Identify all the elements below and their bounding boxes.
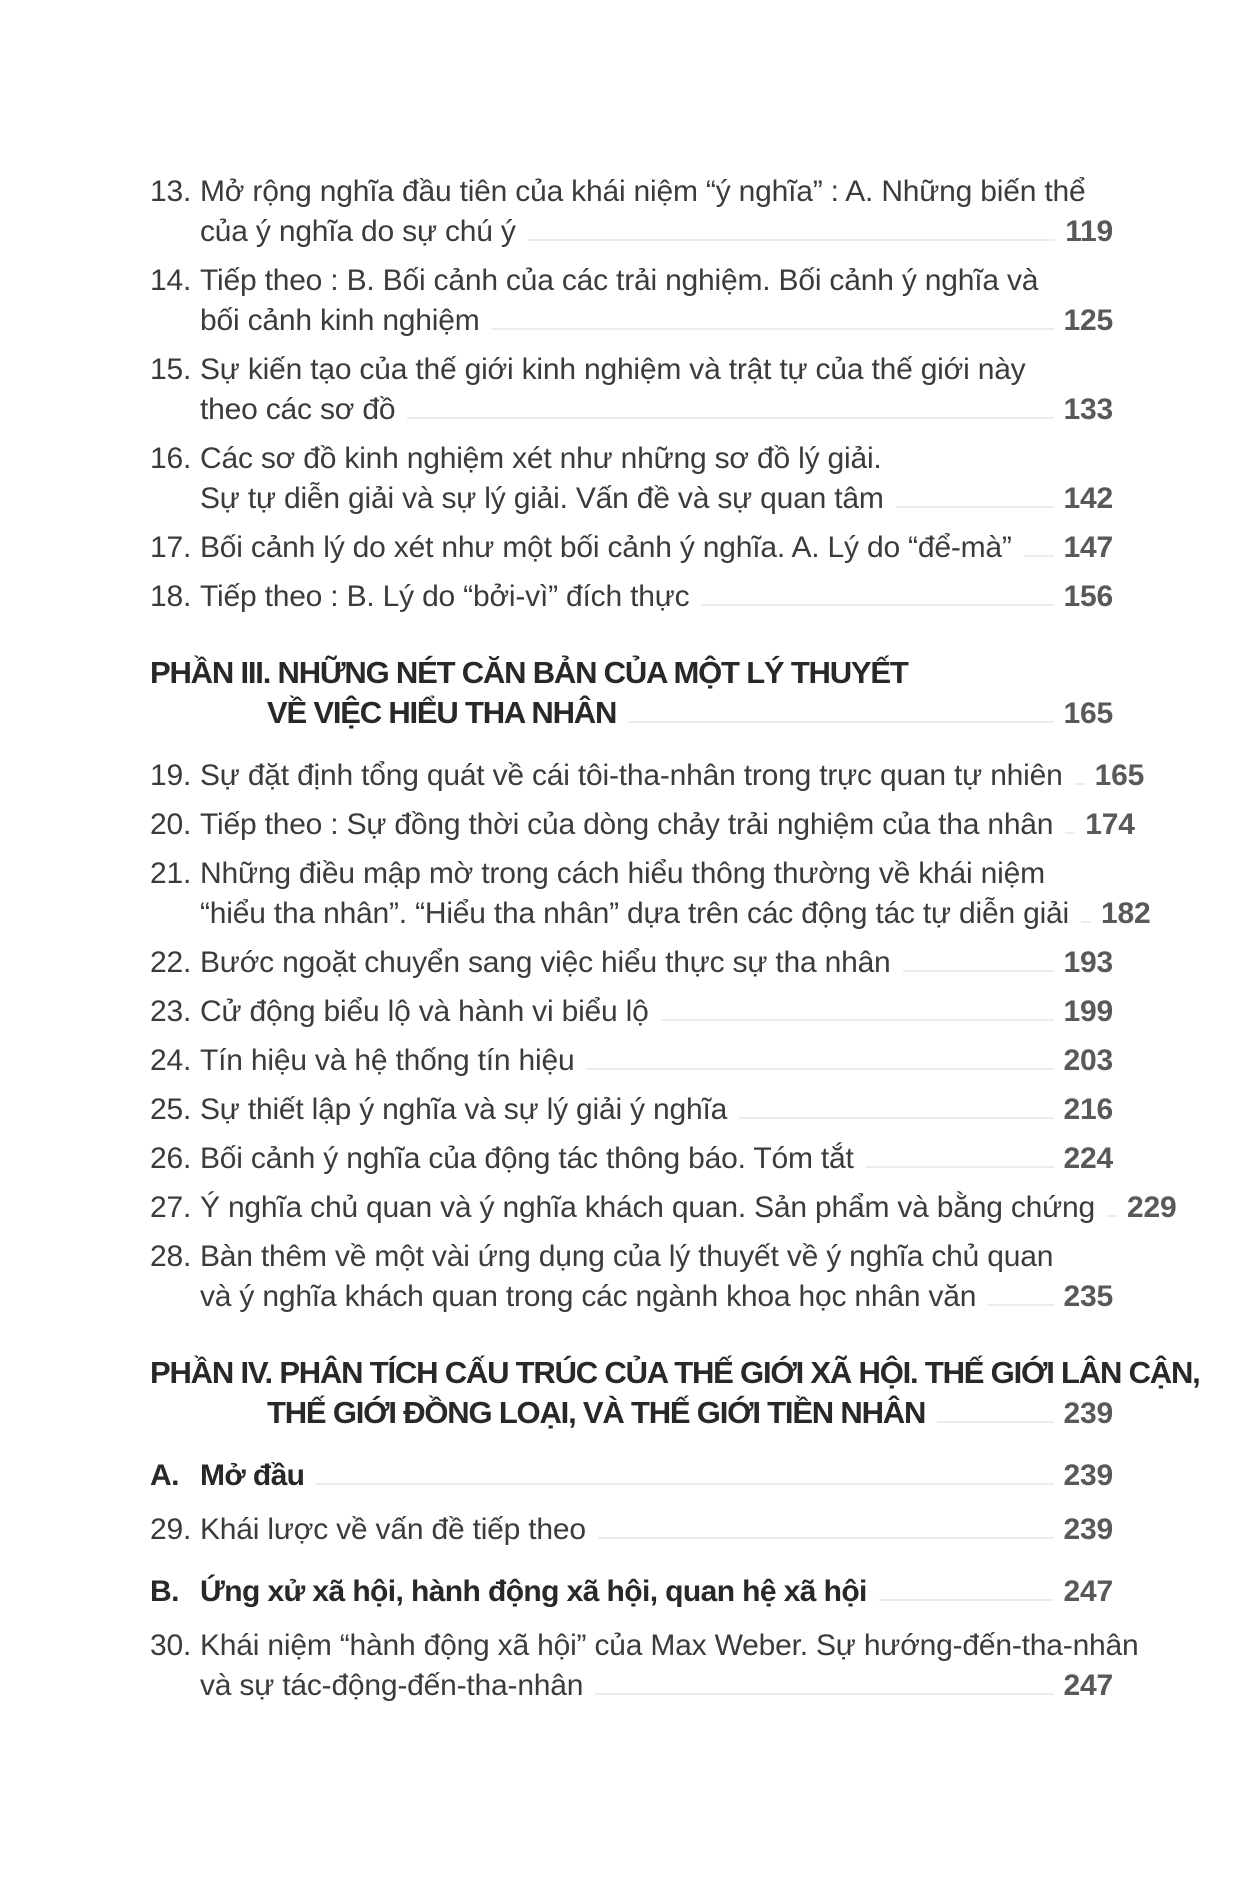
toc-entry-18 xyxy=(150,577,1113,617)
entry-number: 21. xyxy=(150,857,192,890)
page-number: 235 xyxy=(1063,1280,1113,1313)
toc-row xyxy=(150,350,1113,390)
toc-entry-section-17 xyxy=(150,1353,1200,1434)
toc-entry-26 xyxy=(150,1139,1113,1179)
dot-leader xyxy=(937,1421,1053,1423)
dot-leader xyxy=(407,417,1053,419)
dot-leader xyxy=(316,1483,1053,1485)
entry-number: 23. xyxy=(150,995,192,1028)
toc-row xyxy=(150,1456,1113,1496)
entry-number: 16. xyxy=(150,442,192,475)
toc-entry-30 xyxy=(150,1626,1139,1706)
page-number: 203 xyxy=(1063,1044,1113,1077)
entry-text: VỀ VIỆC HIỂU THA NHÂN xyxy=(267,695,617,730)
page-number: 142 xyxy=(1063,482,1113,515)
page-number: 216 xyxy=(1063,1093,1113,1126)
toc-row xyxy=(150,1090,1113,1130)
section-heading-line xyxy=(150,1393,1113,1434)
toc-entry-14 xyxy=(150,261,1113,341)
entry-text: Mở rộng nghĩa đầu tiên của khái niệm “ý nghĩa” : A. Những biến thể xyxy=(200,175,1086,208)
entry-text: Tín hiệu và hệ thống tín hiệu xyxy=(200,1044,575,1077)
toc-row xyxy=(150,1666,1113,1706)
toc-row xyxy=(150,577,1113,617)
page-number: 147 xyxy=(1063,531,1113,564)
toc-entry-25 xyxy=(150,1090,1113,1130)
page-number: 239 xyxy=(1063,1513,1113,1546)
toc-entry-24 xyxy=(150,1041,1113,1081)
dot-leader xyxy=(879,1599,1054,1601)
dot-leader xyxy=(595,1693,1053,1695)
toc-row xyxy=(150,439,1113,479)
toc-entry-17 xyxy=(150,528,1113,568)
toc-row xyxy=(150,1237,1113,1277)
entry-text: PHẦN III. NHỮNG NÉT CĂN BẢN CỦA MỘT LÝ THUYẾT xyxy=(150,655,908,690)
page-number: 156 xyxy=(1063,580,1113,613)
dot-leader xyxy=(492,328,1054,330)
entry-text: Tiếp theo : B. Lý do “bởi-vì” đích thực xyxy=(200,580,690,613)
entry-text: Những điều mập mờ trong cách hiểu thông thường về khái niệm xyxy=(200,857,1045,890)
page-number: 133 xyxy=(1063,393,1113,426)
page-number: 247 xyxy=(1063,1669,1113,1702)
toc-row xyxy=(150,212,1113,252)
entry-text: Sự đặt định tổng quát về cái tôi-tha-nhân trong trực quan tự nhiên xyxy=(200,759,1063,792)
entry-text: Khái niệm “hành động xã hội” của Max Weber. Sự hướng-đến-tha-nhân xyxy=(200,1629,1139,1662)
dot-leader xyxy=(1024,555,1054,557)
page-number: 239 xyxy=(1063,1397,1113,1430)
toc-row xyxy=(150,943,1113,983)
entry-number: 18. xyxy=(150,580,192,613)
entry-text: Bàn thêm về một vài ứng dụng của lý thuyết về ý nghĩa chủ quan xyxy=(200,1240,1054,1273)
dot-leader xyxy=(586,1068,1053,1070)
entry-number: 30. xyxy=(150,1629,192,1662)
toc-row xyxy=(150,1572,1113,1612)
entry-text: Sự tự diễn giải và sự lý giải. Vấn đề và sự quan tâm xyxy=(200,482,884,515)
entry-text: Sự thiết lập ý nghĩa và sự lý giải ý nghĩa xyxy=(200,1093,728,1126)
table-of-contents xyxy=(150,172,1200,1715)
toc-row xyxy=(150,992,1113,1032)
section-heading-line xyxy=(150,653,1113,693)
page-number: 174 xyxy=(1085,808,1135,841)
toc-entry-B xyxy=(150,1572,1113,1612)
toc-entry-29 xyxy=(150,1510,1113,1550)
entry-number: 22. xyxy=(150,946,192,979)
entry-text: Khái lược về vấn đề tiếp theo xyxy=(200,1513,586,1546)
toc-entry-28 xyxy=(150,1237,1113,1317)
page-number: 239 xyxy=(1063,1459,1113,1492)
page-number: 182 xyxy=(1100,897,1151,930)
toc-row xyxy=(150,805,1135,845)
entry-number: 27. xyxy=(150,1191,192,1224)
entry-text: Tiếp theo : Sự đồng thời của dòng chảy trải nghiệm của tha nhân xyxy=(200,808,1054,841)
entry-text: và sự tác-động-đến-tha-nhân xyxy=(200,1669,584,1702)
entry-text: Cử động biểu lộ và hành vi biểu lộ xyxy=(200,995,649,1028)
entry-text: bối cảnh kinh nghiệm xyxy=(200,304,480,337)
entry-number: 20. xyxy=(150,808,192,841)
entry-text: Các sơ đồ kinh nghiệm xét như những sơ đồ lý giải. xyxy=(200,442,882,475)
toc-entry-13 xyxy=(150,172,1113,252)
entry-number: B. xyxy=(150,1575,179,1608)
entry-text: Tiếp theo : B. Bối cảnh của các trải nghiệm. Bối cảnh ý nghĩa và xyxy=(200,264,1039,297)
entry-number: 15. xyxy=(150,353,192,386)
page-number: 193 xyxy=(1063,946,1113,979)
entry-number: 29. xyxy=(150,1513,192,1546)
entry-number: 13. xyxy=(150,175,192,208)
toc-entry-16 xyxy=(150,439,1113,519)
toc-entry-19 xyxy=(150,756,1145,796)
toc-row xyxy=(150,1277,1113,1317)
entry-text: theo các sơ đồ xyxy=(200,393,396,426)
entry-number: 28. xyxy=(150,1240,192,1273)
dot-leader xyxy=(661,1019,1054,1021)
toc-row xyxy=(150,172,1113,212)
toc-row xyxy=(150,1041,1113,1081)
toc-row xyxy=(150,854,1113,894)
dot-leader xyxy=(701,604,1053,606)
entry-text: PHẦN IV. PHÂN TÍCH CẤU TRÚC CỦA THẾ GIỚI XÃ HỘI. THẾ GIỚI LÂN CẬN, xyxy=(150,1355,1200,1390)
entry-text: Sự kiến tạo của thế giới kinh nghiệm và trật tự của thế giới này xyxy=(200,353,1026,386)
dot-leader xyxy=(866,1166,1054,1168)
entry-text: và ý nghĩa khách quan trong các ngành khoa học nhân văn xyxy=(200,1280,977,1313)
page-number: 165 xyxy=(1063,697,1113,730)
entry-text: Ứng xử xã hội, hành động xã hội, quan hệ xã hội xyxy=(200,1575,867,1608)
entry-text: Bối cảnh ý nghĩa của động tác thông báo. Tóm tắt xyxy=(200,1142,854,1175)
dot-leader xyxy=(739,1117,1053,1119)
toc-row xyxy=(150,1188,1177,1228)
toc-entry-23 xyxy=(150,992,1113,1032)
entry-number: 17. xyxy=(150,531,192,564)
toc-entry-22 xyxy=(150,943,1113,983)
section-heading-line xyxy=(150,1353,1200,1393)
section-heading-line xyxy=(150,693,1113,734)
entry-text: Bước ngoặt chuyển sang việc hiểu thực sự tha nhân xyxy=(200,946,891,979)
dot-leader xyxy=(988,1304,1053,1306)
page-number: 125 xyxy=(1063,304,1113,337)
toc-entry-21 xyxy=(150,854,1151,934)
page-number: 229 xyxy=(1127,1191,1177,1224)
page-number: 247 xyxy=(1063,1575,1113,1608)
toc-entry-A xyxy=(150,1456,1113,1496)
page-number: 199 xyxy=(1063,995,1113,1028)
dot-leader xyxy=(903,970,1054,972)
toc-entry-15 xyxy=(150,350,1113,430)
page-number: 119 xyxy=(1065,215,1113,248)
toc-row xyxy=(150,1139,1113,1179)
toc-entry-20 xyxy=(150,805,1135,845)
dot-leader xyxy=(528,239,1056,241)
entry-number: 26. xyxy=(150,1142,192,1175)
dot-leader xyxy=(1081,921,1091,923)
toc-row xyxy=(150,479,1113,519)
dot-leader xyxy=(1075,783,1085,785)
toc-row xyxy=(150,528,1113,568)
dot-leader xyxy=(598,1537,1054,1539)
entry-number: 14. xyxy=(150,264,192,297)
toc-row xyxy=(150,390,1113,430)
entry-text: “hiểu tha nhân”. “Hiểu tha nhân” dựa trên các động tác tự diễn giải xyxy=(200,897,1069,930)
page-number: 224 xyxy=(1063,1142,1113,1175)
toc-entry-section-6 xyxy=(150,653,1113,734)
dot-leader xyxy=(1065,832,1075,834)
toc-entry-27 xyxy=(150,1188,1177,1228)
page-number: 165 xyxy=(1094,759,1145,792)
entry-text: THẾ GIỚI ĐỒNG LOẠI, VÀ THẾ GIỚI TIỀN NHÂN xyxy=(267,1395,926,1430)
toc-row xyxy=(150,1510,1113,1550)
toc-row xyxy=(150,301,1113,341)
toc-row xyxy=(150,756,1145,796)
entry-text: Mở đầu xyxy=(200,1459,305,1492)
toc-row xyxy=(150,261,1113,301)
toc-row xyxy=(150,894,1151,934)
toc-row xyxy=(150,1626,1139,1666)
dot-leader xyxy=(628,721,1053,723)
entry-number: A. xyxy=(150,1459,179,1492)
entry-text: Bối cảnh lý do xét như một bối cảnh ý nghĩa. A. Lý do “để-mà” xyxy=(200,531,1012,564)
entry-text: của ý nghĩa do sự chú ý xyxy=(200,215,516,248)
entry-number: 19. xyxy=(150,759,192,792)
entry-number: 25. xyxy=(150,1093,192,1126)
entry-text: Ý nghĩa chủ quan và ý nghĩa khách quan. Sản phẩm và bằng chứng xyxy=(200,1191,1096,1224)
dot-leader xyxy=(896,506,1054,508)
dot-leader xyxy=(1107,1215,1117,1217)
entry-number: 24. xyxy=(150,1044,192,1077)
